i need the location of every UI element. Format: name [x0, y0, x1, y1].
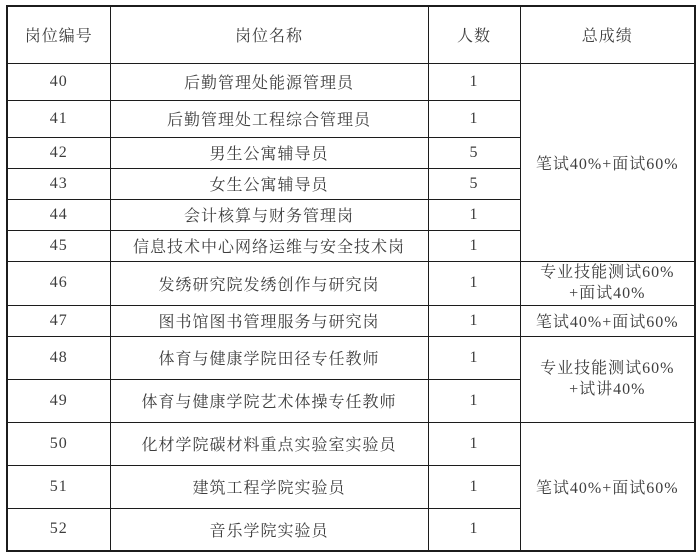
- headcount-cell: 1: [428, 63, 520, 100]
- headcount-cell: 1: [428, 508, 520, 551]
- score-cell-row-46: [520, 261, 695, 305]
- headcount-cell: 1: [428, 465, 520, 508]
- headcount-cell: 1: [428, 336, 520, 379]
- position-code-cell: 40: [7, 63, 110, 100]
- position-name-cell: 发绣研究院发绣创作与研究岗: [110, 261, 428, 305]
- position-code-cell: 43: [7, 168, 110, 199]
- headcount-cell: 1: [428, 422, 520, 465]
- position-name-cell: 化材学院碳材料重点实验室实验员: [110, 422, 428, 465]
- position-name-cell: 体育与健康学院艺术体操专任教师: [110, 379, 428, 422]
- position-name-cell: 男生公寓辅导员: [110, 137, 428, 168]
- table-row: [7, 63, 695, 100]
- position-name-cell: 后勤管理处工程综合管理员: [110, 100, 428, 137]
- headcount-cell: 5: [428, 168, 520, 199]
- position-name-cell: 图书馆图书管理服务与研究岗: [110, 305, 428, 336]
- table-row: [7, 336, 695, 379]
- headcount-cell: 1: [428, 230, 520, 261]
- position-code-cell: 45: [7, 230, 110, 261]
- score-line: +面试40%: [569, 285, 646, 303]
- table-row: [7, 261, 695, 305]
- headcount-cell: 1: [428, 199, 520, 230]
- header-position-code: 岗位编号: [7, 6, 110, 63]
- position-code-cell: 42: [7, 137, 110, 168]
- header-position-name: 岗位名称: [110, 6, 428, 63]
- score-cell-row-47: 笔试40%+面试60%: [520, 305, 695, 336]
- score-cell-rows-50-52: 笔试40%+面试60%: [520, 422, 695, 551]
- score-line: +试讲40%: [569, 381, 646, 399]
- table-row: [7, 305, 695, 336]
- position-code-cell: 50: [7, 422, 110, 465]
- score-cell-rows-48-49: [520, 336, 695, 422]
- headcount-cell: 1: [428, 100, 520, 137]
- position-code-cell: 41: [7, 100, 110, 137]
- headcount-cell: 5: [428, 137, 520, 168]
- headcount-cell: 1: [428, 305, 520, 336]
- score-line: 专业技能测试60%: [540, 359, 675, 377]
- position-name-cell: 体育与健康学院田径专任教师: [110, 336, 428, 379]
- table-row: [7, 422, 695, 465]
- position-code-cell: 48: [7, 336, 110, 379]
- headcount-cell: 1: [428, 379, 520, 422]
- position-name-cell: 女生公寓辅导员: [110, 168, 428, 199]
- position-name-cell: 后勤管理处能源管理员: [110, 63, 428, 100]
- header-headcount: 人数: [428, 6, 520, 63]
- header-row: [7, 6, 695, 63]
- position-code-cell: 47: [7, 305, 110, 336]
- score-line: 专业技能测试60%: [540, 263, 675, 281]
- position-code-cell: 46: [7, 261, 110, 305]
- header-total-score: 总成绩: [520, 6, 695, 63]
- position-code-cell: 51: [7, 465, 110, 508]
- score-cell-rows-40-45: 笔试40%+面试60%: [520, 63, 695, 261]
- position-name-cell: 信息技术中心网络运维与安全技术岗: [110, 230, 428, 261]
- position-name-cell: 会计核算与财务管理岗: [110, 199, 428, 230]
- position-code-cell: 49: [7, 379, 110, 422]
- position-code-cell: 44: [7, 199, 110, 230]
- headcount-cell: 1: [428, 261, 520, 305]
- position-code-cell: 52: [7, 508, 110, 551]
- recruitment-position-table: [6, 5, 696, 552]
- position-name-cell: 建筑工程学院实验员: [110, 465, 428, 508]
- position-name-cell: 音乐学院实验员: [110, 508, 428, 551]
